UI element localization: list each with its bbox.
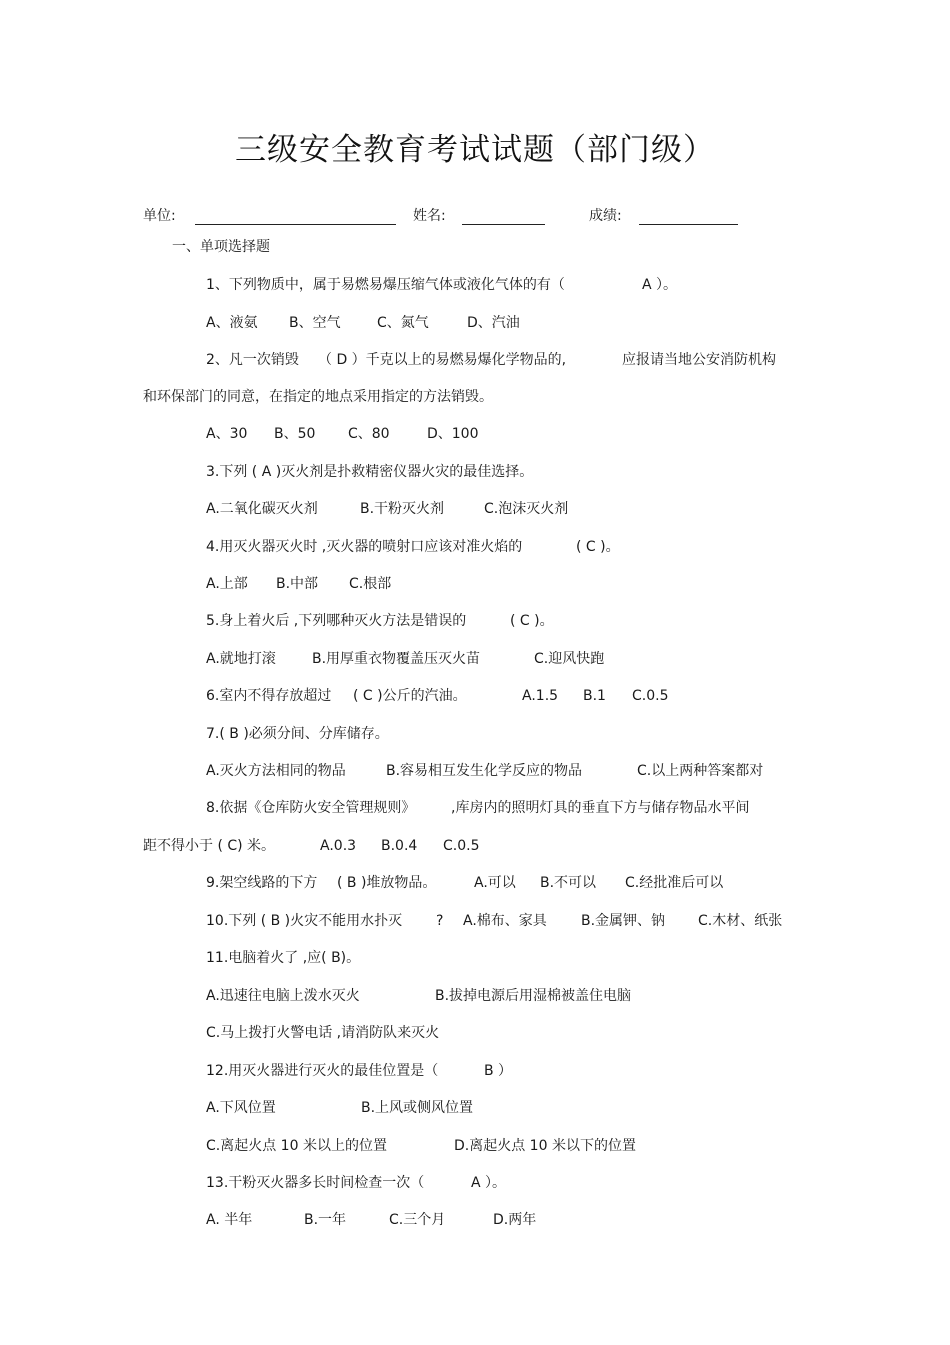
question-text-segment: A、液氨: [206, 315, 258, 331]
page-title: 三级安全教育考试试题（部门级）: [235, 132, 715, 168]
question-text-segment: A. 半年: [206, 1212, 253, 1228]
question-text-segment: A.1.5: [522, 688, 559, 704]
question-text-segment: B.一年: [304, 1212, 347, 1228]
question-text-segment: 1、下列物质中，属于易燃易爆压缩气体或液化气体的有（: [206, 277, 565, 293]
question-text-segment: B.干粉灭火剂: [360, 501, 445, 517]
question-text-segment: D.离起火点 10 米以下的位置: [454, 1138, 636, 1154]
question-text-segment: 6.室内不得存放超过: [206, 688, 332, 704]
section-heading: 一、单项选择题: [172, 239, 270, 255]
question-text-segment: 12.用灭火器进行灭火的最佳位置是（: [206, 1063, 439, 1079]
question-text-segment: C.木材、纸张: [698, 913, 783, 929]
question-text-segment: A.可以: [474, 875, 516, 891]
question-text-segment: A.0.3: [320, 838, 357, 854]
question-text-segment: C.迎风快跑: [534, 651, 605, 667]
question-text-segment: B.上风或侧风位置: [361, 1100, 474, 1116]
question-text-segment: C.以上两种答案都对: [637, 763, 764, 779]
name-label: 姓名:: [413, 208, 446, 224]
question-text-segment: 5.身上着火后 ,下列哪种灭火方法是错误的: [206, 613, 467, 629]
question-text-segment: ( C )。: [576, 539, 620, 555]
question-text-segment: B、空气: [289, 315, 341, 331]
question-text-segment: 9.架空线路的下方: [206, 875, 318, 891]
question-text-segment: 10.下列 ( B )火灾不能用水扑灭: [206, 913, 403, 929]
question-text-segment: B.金属钾、钠: [581, 913, 666, 929]
question-text-segment: C.经批准后可以: [625, 875, 724, 891]
question-text-segment: B.中部: [276, 576, 319, 592]
question-text-segment: A、30: [206, 426, 248, 442]
question-text-segment: A ）。: [642, 277, 678, 293]
question-text-segment: ( C )公斤的汽油。: [353, 688, 467, 704]
question-text-segment: ,库房内的照明灯具的垂直下方与储存物品水平间: [451, 800, 750, 816]
question-text-segment: B.拔掉电源后用湿棉被盖住电脑: [435, 988, 632, 1004]
question-text-segment: D、汽油: [467, 315, 520, 331]
question-text-segment: B.容易相互发生化学反应的物品: [386, 763, 583, 779]
question-text-segment: A.上部: [206, 576, 248, 592]
question-text-segment: C.泡沫灭火剂: [484, 501, 569, 517]
question-text-segment: B、50: [274, 426, 316, 442]
question-text-segment: 13.干粉灭火器多长时间检查一次（: [206, 1175, 425, 1191]
question-text-segment: 11.电脑着火了 ,应( B)。: [206, 950, 361, 966]
question-text-segment: C、氮气: [377, 315, 429, 331]
question-text-segment: 2、凡一次销毁: [206, 352, 299, 368]
question-text-segment: 4.用灭火器灭火时 ,灭火器的喷射口应该对准火焰的: [206, 539, 523, 555]
question-text-segment: C.0.5: [632, 688, 669, 704]
question-text-segment: A.迅速往电脑上泼水灭火: [206, 988, 360, 1004]
question-text-segment: 7.( B )必须分间、分库储存。: [206, 726, 389, 742]
question-text-segment: D.两年: [493, 1212, 537, 1228]
question-text-segment: ( B )堆放物品。: [337, 875, 437, 891]
question-text-segment: 8.依据《仓库防火安全管理规则》: [206, 800, 416, 816]
question-text-segment: A ）。: [471, 1175, 507, 1191]
question-text-segment: B.用厚重衣物覆盖压灭火苗: [312, 651, 481, 667]
question-text-segment: 距不得小于 ( C) 米。: [143, 838, 276, 854]
question-text-segment: ?: [436, 913, 444, 929]
question-text-segment: C.三个月: [389, 1212, 446, 1228]
question-text-segment: （ D ）千克以上的易燃易爆化学物品的,: [318, 352, 567, 368]
name-field-underline: [462, 224, 545, 225]
question-text-segment: C.马上拨打火警电话 ,请消防队来灭火: [206, 1025, 440, 1041]
question-text-segment: C.离起火点 10 米以上的位置: [206, 1138, 387, 1154]
question-text-segment: C.0.5: [443, 838, 480, 854]
question-text-segment: A.就地打滚: [206, 651, 276, 667]
question-text-segment: A.灭火方法相同的物品: [206, 763, 346, 779]
question-text-segment: ( C )。: [510, 613, 554, 629]
question-text-segment: B.不可以: [540, 875, 597, 891]
question-text-segment: A.下风位置: [206, 1100, 276, 1116]
question-text-segment: C.根部: [349, 576, 392, 592]
question-text-segment: B.1: [583, 688, 606, 704]
score-label: 成绩:: [589, 208, 622, 224]
question-text-segment: 3.下列 ( A )灭火剂是扑救精密仪器火灾的最佳选择。: [206, 464, 534, 480]
unit-label: 单位:: [143, 208, 176, 224]
unit-field-underline: [195, 224, 396, 225]
question-text-segment: B.0.4: [381, 838, 418, 854]
question-text-segment: A.二氧化碳灭火剂: [206, 501, 318, 517]
score-field-underline: [639, 224, 738, 225]
question-text-segment: 应报请当地公安消防机构: [622, 352, 776, 368]
question-text-segment: D、100: [427, 426, 479, 442]
question-text-segment: A.棉布、家具: [463, 913, 547, 929]
question-text-segment: 和环保部门的同意，在指定的地点采用指定的方法销毁。: [143, 389, 493, 405]
question-text-segment: B ）: [484, 1063, 513, 1079]
question-text-segment: C、80: [348, 426, 390, 442]
